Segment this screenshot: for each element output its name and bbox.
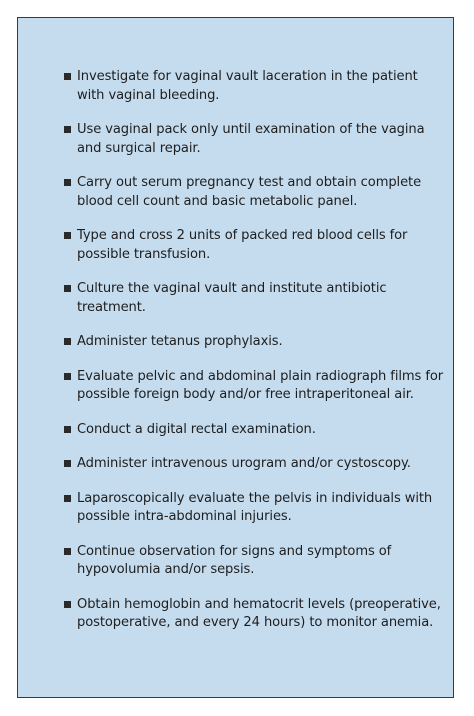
item-text: Use vaginal pack only until examination of the vagina and surgical repair.	[77, 122, 425, 156]
recommendation-list	[64, 68, 446, 649]
square-bullet-icon	[64, 73, 71, 80]
square-bullet-icon	[64, 601, 71, 608]
list-item	[64, 68, 446, 105]
item-text: Type and cross 2 units of packed red blood cells for possible transfusion.	[77, 228, 408, 262]
item-text: Obtain hemoglobin and hematocrit levels (preoperative, postoperative, and every 24 hours) to monitor anemia.	[77, 596, 441, 630]
square-bullet-icon	[64, 373, 71, 380]
square-bullet-icon	[64, 495, 71, 502]
square-bullet-icon	[64, 126, 71, 133]
item-text: Culture the vaginal vault and institute antibiotic treatment.	[77, 281, 387, 315]
item-text: Continue observation for signs and symptoms of hypovolumia and/or sepsis.	[77, 543, 392, 577]
square-bullet-icon	[64, 548, 71, 555]
list-item	[64, 596, 446, 633]
list-item	[64, 490, 446, 527]
recommendation-box	[17, 17, 454, 698]
item-text: Investigate for vaginal vault laceration in the patient with vaginal bleeding.	[77, 69, 418, 103]
list-item	[64, 455, 446, 474]
square-bullet-icon	[64, 460, 71, 467]
square-bullet-icon	[64, 426, 71, 433]
square-bullet-icon	[64, 285, 71, 292]
item-text: Carry out serum pregnancy test and obtain complete blood cell count and basic metabolic panel.	[77, 175, 422, 209]
item-text: Administer intravenous urogram and/or cystoscopy.	[77, 456, 411, 471]
item-text: Evaluate pelvic and abdominal plain radiograph films for possible foreign body and/or free intraperitoneal air.	[77, 368, 444, 402]
list-item	[64, 174, 446, 211]
item-text: Laparoscopically evaluate the pelvis in individuals with possible intra-abdominal injuries.	[77, 490, 433, 524]
square-bullet-icon	[64, 338, 71, 345]
list-item	[64, 368, 446, 405]
square-bullet-icon	[64, 179, 71, 186]
square-bullet-icon	[64, 232, 71, 239]
list-item	[64, 543, 446, 580]
item-text: Administer tetanus prophylaxis.	[77, 334, 283, 349]
list-item	[64, 421, 446, 440]
list-item	[64, 121, 446, 158]
list-item	[64, 280, 446, 317]
item-text: Conduct a digital rectal examination.	[77, 421, 316, 437]
list-item	[64, 333, 446, 352]
list-item	[64, 227, 446, 264]
